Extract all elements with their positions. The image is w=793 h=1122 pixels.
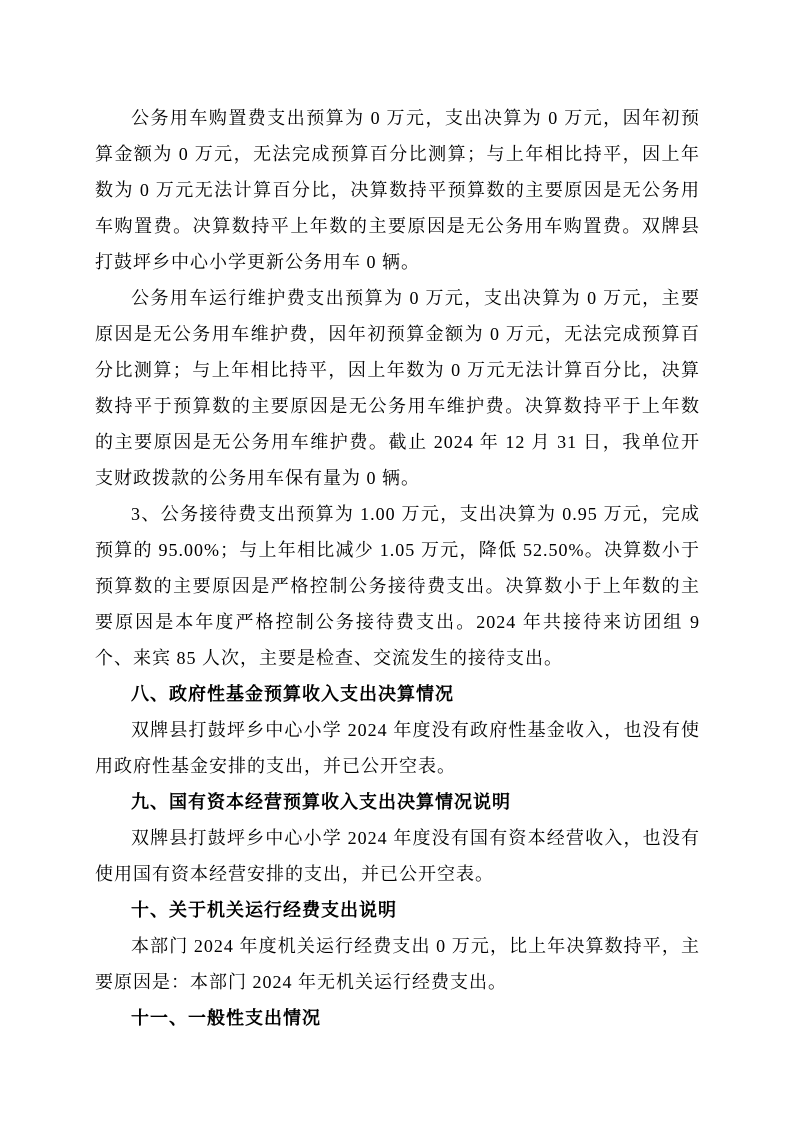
para-state-capital-statement: 双牌县打鼓坪乡中心小学 2024 年度没有国有资本经营收入，也没有使用国有资本经营安排的支出，并已公开空表。	[95, 828, 700, 884]
para-official-vehicle-maintenance: 公务用车运行维护费支出预算为 0 万元，支出决算为 0 万元，主要原因是无公务用车维护费，因年初预算金额为 0 万元，无法完成预算百分比测算；与上年相比持平，因上年数为 0 万元无法计算百分比，决算数持平于预算数的主要原因是无公务用车维护费。决算数持平于上年数的主要原因是无公务用车维护费。截止 2024 年 12 月 31 日，我单位开支财政拨款的公务用车保有量为 0 辆。	[95, 288, 700, 488]
para-operating-expense-statement: 本部门 2024 年度机关运行经费支出 0 万元，比上年决算数持平，主要原因是：本部门 2024 年无机关运行经费支出。	[95, 936, 700, 992]
heading-section-eleven-general-expense: 十一、一般性支出情况	[131, 1008, 321, 1028]
heading-section-eight-government-fund: 八、政府性基金预算收入支出决算情况	[131, 684, 454, 704]
para-official-vehicle-purchase: 公务用车购置费支出预算为 0 万元，支出决算为 0 万元，因年初预算金额为 0 万元，无法完成预算百分比测算；与上年相比持平，因上年数为 0 万元无法计算百分比，决算数持平预算数的主要原因是无公务用车购置费。决算数持平上年数的主要原因是无公务用车购置费。双牌县打鼓坪乡中心小学更新公务用车 0 辆。	[95, 108, 700, 272]
heading-section-nine-state-capital: 九、国有资本经营预算收入支出决算情况说明	[131, 792, 511, 812]
heading-section-ten-operating-expense: 十、关于机关运行经费支出说明	[131, 900, 397, 920]
para-official-reception-expense: 3、公务接待费支出预算为 1.00 万元，支出决算为 0.95 万元，完成预算的 95.00%；与上年相比减少 1.05 万元，降低 52.50%。决算数小于预算数的主要原因是严格控制公务接待费支出。决算数小于上年数的主要原因是本年度严格控制公务接待费支出。2024 年共接待来访团组 9 个、来宾 85 人次，主要是检查、交流发生的接待支出。	[95, 504, 700, 668]
para-government-fund-statement: 双牌县打鼓坪乡中心小学 2024 年度没有政府性基金收入，也没有使用政府性基金安排的支出，并已公开空表。	[95, 720, 700, 776]
